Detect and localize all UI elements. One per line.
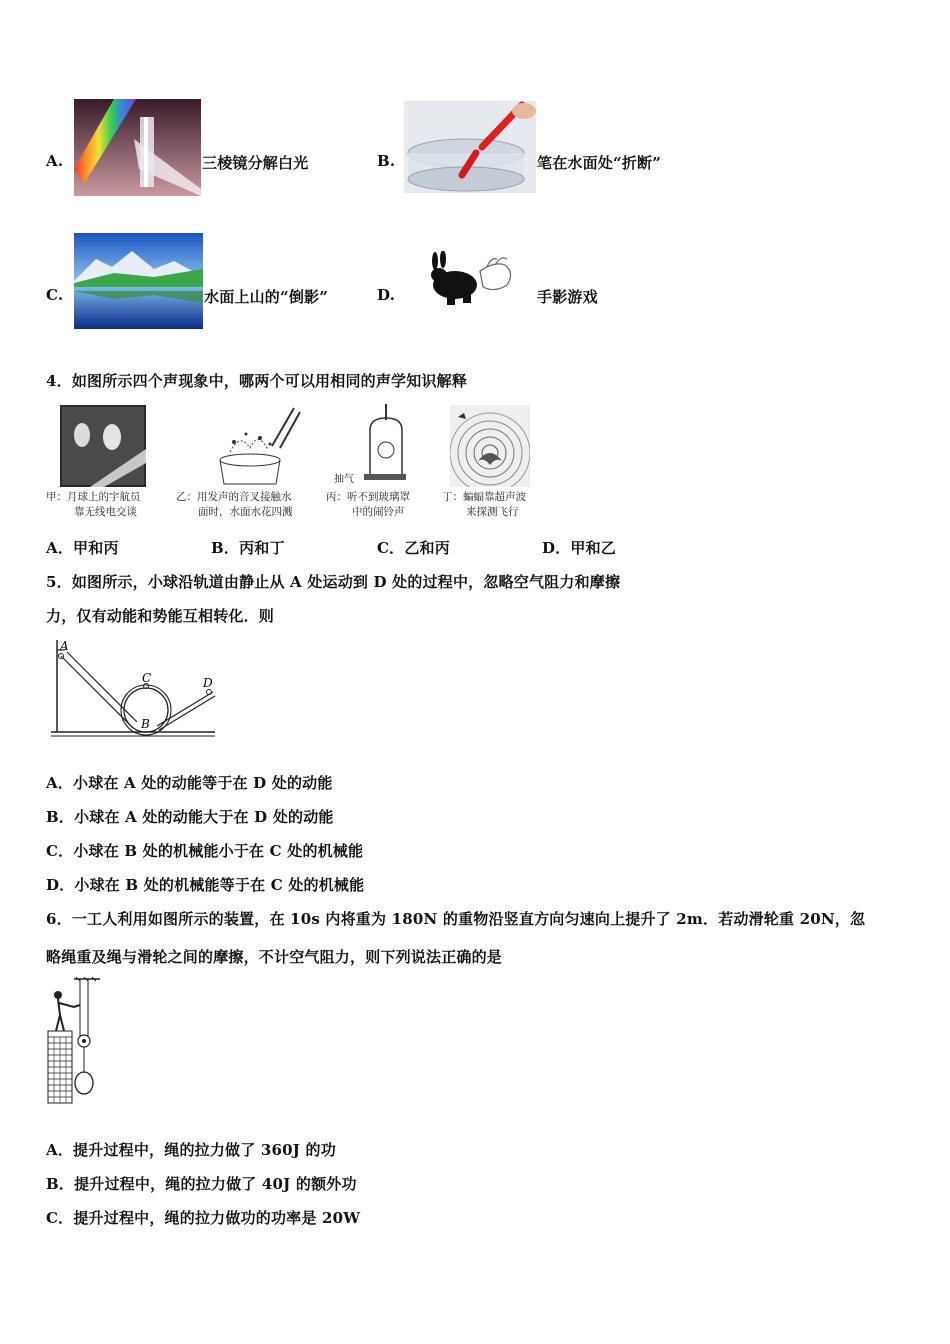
- caption-yi: 乙：用发声的音叉接触水 面时，水面水花四溅: [176, 491, 293, 518]
- option-a-text: 三棱镜分解白光: [202, 154, 309, 172]
- prism-image: [74, 99, 201, 196]
- bat-ultrasound-image: [450, 405, 530, 487]
- q5-stem-line1: 5．如图所示，小球沿轨道由静止从 A 处运动到 D 处的过程中，忽略空气阻力和摩擦: [46, 573, 621, 591]
- q4-option-d: D．甲和乙: [542, 539, 617, 557]
- mountain-reflection-image: [74, 233, 203, 329]
- caption-jia: 甲：月球上的宇航员 靠无线电交谈: [46, 491, 141, 518]
- pulley-diagram: [46, 977, 106, 1105]
- point-d-label: D: [203, 676, 213, 690]
- point-c-label: C: [142, 671, 152, 685]
- q5-stem-line2: 力，仅有动能和势能互相转化．则: [46, 607, 275, 625]
- hand-shadow-image: [425, 251, 520, 309]
- tuning-fork-water-image: [210, 402, 306, 488]
- point-b-label: B: [141, 717, 150, 731]
- q6-option-c: C．提升过程中，绳的拉力做功的功率是 20W: [46, 1209, 361, 1227]
- option-b-text: 笔在水面处“折断”: [537, 154, 662, 172]
- option-a-letter: A.: [46, 152, 64, 170]
- option-c-text: 水面上山的“倒影”: [204, 288, 329, 306]
- option-c-letter: C.: [46, 286, 64, 304]
- option-d-letter: D.: [377, 286, 396, 304]
- q5-option-c: C．小球在 B 处的机械能小于在 C 处的机械能: [46, 842, 364, 860]
- q6-option-b: B．提升过程中，绳的拉力做了 40J 的额外功: [46, 1175, 357, 1193]
- astronaut-image: [60, 405, 146, 487]
- option-d-text: 手影游戏: [537, 288, 598, 306]
- q5-option-a: A．小球在 A 处的动能等于在 D 处的动能: [46, 774, 333, 792]
- q6-stem-line2: 略绳重及绳与滑轮之间的摩擦，不计空气阻力，则下列说法正确的是: [46, 948, 503, 966]
- q5-option-d: D．小球在 B 处的机械能等于在 C 处的机械能: [46, 876, 365, 894]
- q4-option-a: A．甲和丙: [46, 539, 119, 557]
- caption-ding: 丁：蝙蝠靠超声波 来探测飞行: [442, 491, 526, 518]
- bell-jar-image: [362, 404, 408, 484]
- option-b-letter: B.: [377, 152, 396, 170]
- q5-option-b: B．小球在 A 处的动能大于在 D 处的动能: [46, 808, 334, 826]
- pump-label: 抽气: [334, 474, 354, 485]
- caption-bing: 丙：听不到玻璃罩 中的闹铃声: [326, 491, 410, 518]
- q4-stem: 4．如图所示四个声现象中，哪两个可以用相同的声学知识解释: [46, 372, 468, 390]
- track-diagram: [45, 636, 220, 741]
- q6-stem-line1: 6．一工人利用如图所示的装置，在 10s 内将重为 180N 的重物沿竖直方向匀速向上提升了 2m．若动滑轮重 20N，忽: [46, 910, 866, 928]
- q4-option-b: B．丙和丁: [211, 539, 285, 557]
- q4-option-c: C．乙和丙: [377, 539, 450, 557]
- point-a-label: A: [60, 639, 69, 653]
- q6-option-a: A．提升过程中，绳的拉力做了 360J 的功: [46, 1141, 336, 1159]
- pencil-in-water-image: [404, 101, 536, 193]
